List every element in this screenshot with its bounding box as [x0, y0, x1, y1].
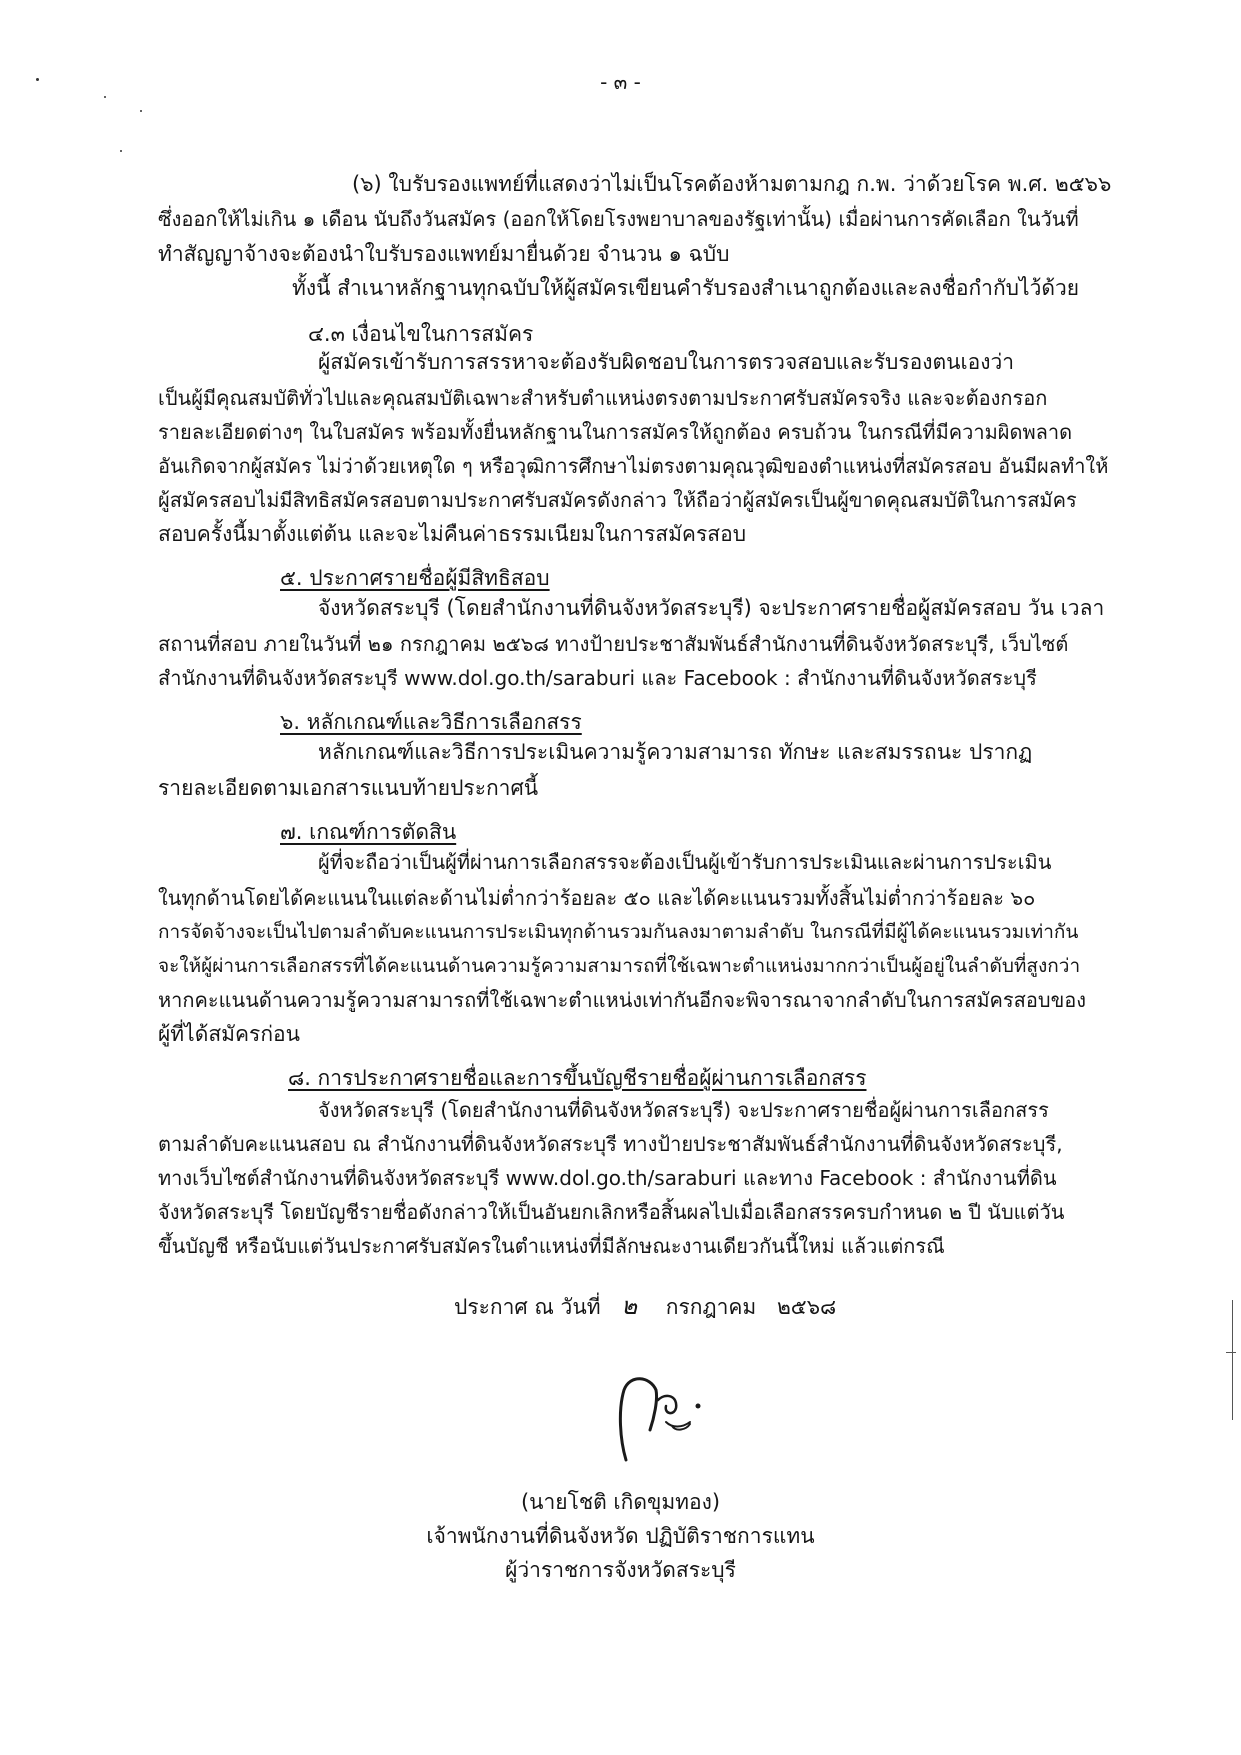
- announce-day: ๒: [621, 1292, 638, 1320]
- sec43-line: ผู้สมัครเข้ารับการสรรหาจะต้องรับผิดชอบในการตรวจสอบและรับรองตนเองว่า: [318, 350, 1015, 374]
- sec7-line: ผู้ที่ได้สมัครก่อน: [158, 1022, 301, 1046]
- sec7-line: จะให้ผู้ผ่านการเลือกสรรที่ได้คะแนนด้านความรู้ความสามารถที่ใช้เฉพาะตำแหน่งมากกว่าเป็นผู้อยู่ในลำดับที่สูงกว่า: [158, 955, 1081, 977]
- sec5-line: สำนักงานที่ดินจังหวัดสระบุรี www.dol.go.th/saraburi และ Facebook : สำนักงานที่ดินจังหวัดสระบุรี: [158, 666, 1037, 690]
- sec8-line: ตามลำดับคะแนนสอบ ณ สำนักงานที่ดินจังหวัดสระบุรี ทางป้ายประชาสัมพันธ์สำนักงานที่ดินจังหวัดสระบุรี,: [158, 1132, 1063, 1156]
- signer-name: (นายโชติ เกิดขุมทอง): [520, 1490, 721, 1514]
- announce-prefix: ประกาศ ณ วันที่: [454, 1295, 601, 1319]
- sec7-heading: ๗. เกณฑ์การตัดสิน: [280, 820, 457, 844]
- announce-month: กรกฎาคม: [665, 1295, 757, 1319]
- item6-line2: ซึ่งออกให้ไม่เกิน ๑ เดือน นับถึงวันสมัคร (ออกให้โดยโรงพยาบาลของรัฐเท่านั้น) เมื่อผ่านการคัดเลือก ในวันที่: [158, 207, 1079, 231]
- scan-speck: [120, 150, 122, 152]
- announce-date: [454, 1292, 836, 1321]
- sec5-line: จังหวัดสระบุรี (โดยสำนักงานที่ดินจังหวัดสระบุรี) จะประกาศรายชื่อผู้สมัครสอบ วัน เวลา: [318, 596, 1105, 620]
- scan-speck: [104, 96, 106, 98]
- scan-edge-mark: [1226, 1352, 1236, 1353]
- sec43-line: ผู้สมัครสอบไม่มีสิทธิสมัครสอบตามประกาศรับสมัครดังกล่าว ให้ถือว่าผู้สมัครเป็นผู้ขาดคุณสมบัติในการสมัคร: [158, 488, 1077, 512]
- sec7-line: การจัดจ้างจะเป็นไปตามลำดับคะแนนการประเมินทุกด้านรวมกันลงมาตามลำดับ ในกรณีที่มีผู้ได้คะแนนรวมเท่ากัน: [158, 921, 1079, 943]
- sec7-line: ผู้ที่จะถือว่าเป็นผู้ที่ผ่านการเลือกสรรจะต้องเป็นผู้เข้ารับการประเมินและผ่านการประเมิน: [318, 850, 1052, 874]
- sec7-line: ในทุกด้านโดยได้คะแนนในแต่ละด้านไม่ต่ำกว่าร้อยละ ๕๐ และได้คะแนนรวมทั้งสิ้นไม่ต่ำกว่าร้อยละ ๖๐: [158, 886, 1036, 910]
- sec43-line: รายละเอียดต่างๆ ในใบสมัคร พร้อมทั้งยื่นหลักฐานในการสมัครให้ถูกต้อง ครบถ้วน ในกรณีที่มีความผิดพลาด: [158, 420, 1073, 444]
- sec5-heading: ๕. ประกาศรายชื่อผู้มีสิทธิสอบ: [280, 566, 550, 590]
- item6-line4: ทั้งนี้ สำเนาหลักฐานทุกฉบับให้ผู้สมัครเขียนคำรับรองสำเนาถูกต้องและลงชื่อกำกับไว้ด้วย: [292, 276, 1080, 300]
- announce-year: ๒๕๖๘: [776, 1295, 837, 1319]
- item6-line1: (๖) ใบรับรองแพทย์ที่แสดงว่าไม่เป็นโรคต้องห้ามตามกฎ ก.พ. ว่าด้วยโรค พ.ศ. ๒๕๖๖: [352, 172, 1112, 196]
- sec8-line: ทางเว็บไซต์สำนักงานที่ดินจังหวัดสระบุรี www.dol.go.th/saraburi และทาง Facebook : สำนักงานที่ดิน: [158, 1166, 1057, 1190]
- sec43-heading: ๔.๓ เงื่อนไขในการสมัคร: [308, 322, 534, 346]
- sec8-line: จังหวัดสระบุรี (โดยสำนักงานที่ดินจังหวัดสระบุรี) จะประกาศรายชื่อผู้ผ่านการเลือกสรร: [318, 1098, 1049, 1122]
- sec43-line: อันเกิดจากผู้สมัคร ไม่ว่าด้วยเหตุใด ๆ หรือวุฒิการศึกษาไม่ตรงตามคุณวุฒิของตำแหน่งที่สมัครสอบ อันมีผลทำให้: [158, 454, 1109, 478]
- scan-edge-mark: [1232, 1300, 1233, 1420]
- sec6-line: หลักเกณฑ์และวิธีการประเมินความรู้ความสามารถ ทักษะ และสมรรถนะ ปรากฏ: [318, 740, 1033, 764]
- page-number: - ๓ -: [600, 70, 641, 94]
- sec7-line: หากคะแนนด้านความรู้ความสามารถที่ใช้เฉพาะตำแหน่งเท่ากันอีกจะพิจารณาจากลำดับในการสมัครสอบของ: [158, 988, 1087, 1012]
- sec6-heading: ๖. หลักเกณฑ์และวิธีการเลือกสรร: [280, 710, 582, 734]
- scan-speck: [140, 110, 142, 112]
- sec8-line: จังหวัดสระบุรี โดยบัญชีรายชื่อดังกล่าวให้เป็นอันยกเลิกหรือสิ้นผลไปเมื่อเลือกสรรครบกำหนด ๒ ปี นับแต่วัน: [158, 1200, 1065, 1224]
- signature-image: [606, 1370, 726, 1480]
- sec8-heading: ๘. การประกาศรายชื่อและการขึ้นบัญชีรายชื่อผู้ผ่านการเลือกสรร: [288, 1066, 867, 1090]
- sec8-line: ขึ้นบัญชี หรือนับแต่วันประกาศรับสมัครในตำแหน่งที่มีลักษณะงานเดียวกันนี้ใหม่ แล้วแต่กรณี: [158, 1234, 945, 1258]
- sec5-line: สถานที่สอบ ภายในวันที่ ๒๑ กรกฎาคม ๒๕๖๘ ทางป้ายประชาสัมพันธ์สำนักงานที่ดินจังหวัดสระบุรี, เว็บไซต์: [158, 632, 1069, 656]
- item6-line3: ทำสัญญาจ้างจะต้องนำใบรับรองแพทย์มายื่นด้วย จำนวน ๑ ฉบับ: [158, 242, 730, 266]
- sec43-line: เป็นผู้มีคุณสมบัติทั่วไปและคุณสมบัติเฉพาะสำหรับตำแหน่งตรงตามประกาศรับสมัครจริง และจะต้องกรอก: [158, 386, 1048, 410]
- signer-office: ผู้ว่าราชการจังหวัดสระบุรี: [505, 1558, 736, 1582]
- sec6-line: รายละเอียดตามเอกสารแนบท้ายประกาศนี้: [158, 776, 539, 800]
- signer-position: เจ้าพนักงานที่ดินจังหวัด ปฏิบัติราชการแทน: [426, 1524, 815, 1548]
- sec43-line: สอบครั้งนี้มาตั้งแต่ต้น และจะไม่คืนค่าธรรมเนียมในการสมัครสอบ: [158, 522, 747, 546]
